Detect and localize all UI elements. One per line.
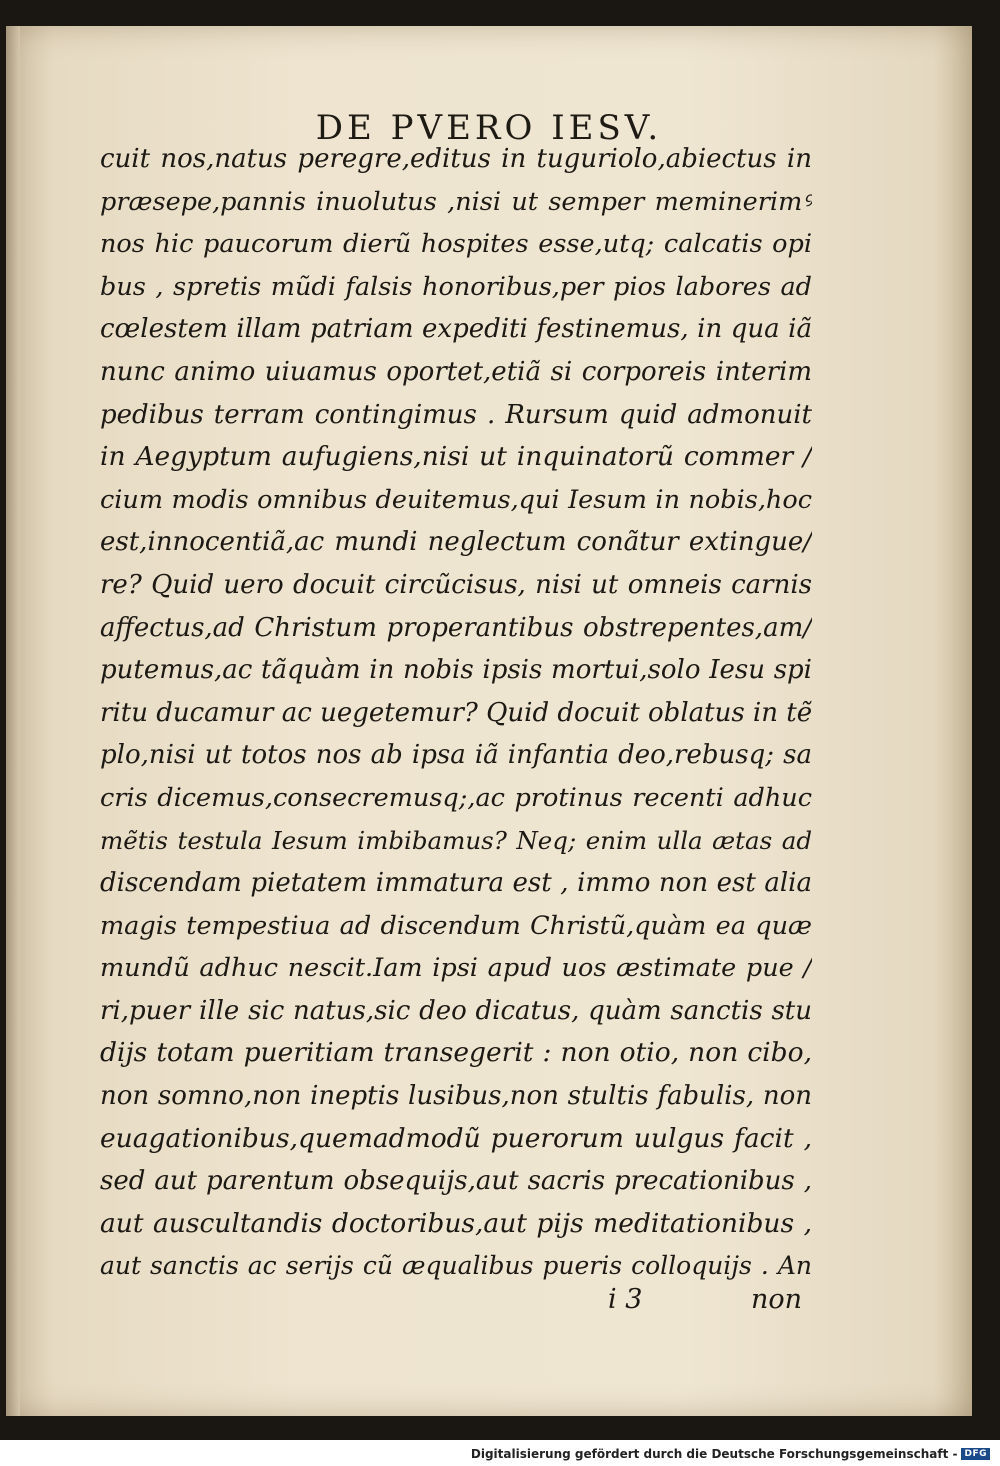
text-line: euagationibus,quemadmodũ puerorum uulgus facit , — [100, 1122, 812, 1154]
text-line: magis tempestiua ad discendum Christũ,quàm ea quæ — [100, 910, 812, 941]
text-line: sed aut parentum obsequijs,aut sacris precationibus , — [100, 1166, 812, 1197]
running-head: DE PVERO IESV. — [315, 108, 663, 148]
dfg-logo: DFG — [961, 1448, 990, 1460]
text-line: mẽtis testula Iesum imbibamus? Neq; enim ulla ætas ad — [100, 825, 812, 855]
text-line: nunc animo uiuamus oportet,etiã si corporeis interim — [100, 356, 812, 387]
text-line: nos hic paucorum dierũ hospites esse,utq; calcatis opi — [100, 229, 812, 260]
text-line: cium modis omnibus deuitemus,qui Iesum in nobis,hoc — [100, 484, 812, 515]
catchword: non — [750, 1284, 802, 1315]
text-line: præsepe,pannis inuolutus ,nisi ut semper meminerimꝰ — [100, 186, 812, 217]
text-line: est,innocentiã,ac mundi neglectum conãtur extingue/ — [100, 527, 812, 558]
text-line: mundũ adhuc nescit.Iam ipsi apud uos æstimate pue / — [100, 953, 812, 984]
text-line: putemus,ac tãquàm in nobis ipsis mortui,solo Iesu spi — [100, 655, 812, 686]
text-line: in Aegyptum aufugiens,nisi ut inquinatorũ commer / — [100, 441, 812, 473]
signature-mark: i 3 — [608, 1284, 643, 1315]
body-text — [100, 138, 812, 1288]
text-line: non somno,non ineptis lusibus,non stultis fabulis, non — [100, 1081, 812, 1112]
text-line: affectus,ad Christum properantibus obstrepentes,am/ — [100, 612, 812, 643]
text-line: pedibus terram contingimus . Rursum quid admonuit — [100, 399, 812, 430]
digitization-credit — [471, 1447, 990, 1461]
text-line: aut auscultandis doctoribus,aut pijs meditationibus , — [100, 1207, 812, 1239]
text-line: cœlestem illam patriam expediti festinemus, in qua iã — [100, 314, 812, 345]
text-line: ritu ducamur ac uegetemur? Quid docuit oblatus in tẽ — [100, 697, 812, 728]
text-line: bus , spretis mũdi falsis honoribus,per pios labores ad — [100, 271, 812, 302]
credit-text: Digitalisierung gefördert durch die Deutsche Forschungsgemeinschaft - — [470, 1447, 958, 1461]
page-gutter — [6, 26, 20, 1416]
text-line: dijs totam pueritiam transegerit : non otio, non cibo, — [100, 1037, 812, 1069]
text-line: cris dicemus,consecremusq;,ac protinus recenti adhuc — [100, 782, 812, 813]
text-line: re? Quid uero docuit circũcisus, nisi ut omneis carnis — [100, 569, 812, 600]
text-line: aut sanctis ac serijs cũ æqualibus pueris colloquijs . An — [100, 1251, 812, 1281]
text-line: discendam pietatem immatura est , immo non est alia — [100, 868, 812, 899]
text-line: plo,nisi ut totos nos ab ipsa iã infantia deo,rebusq; sa — [100, 740, 812, 771]
text-line: ri,puer ille sic natus,sic deo dicatus, quàm sanctis stu — [100, 995, 812, 1026]
text-line: cuit nos,natus peregre,editus in tuguriolo,abiectus in — [100, 144, 812, 174]
page-foot — [100, 1284, 812, 1324]
